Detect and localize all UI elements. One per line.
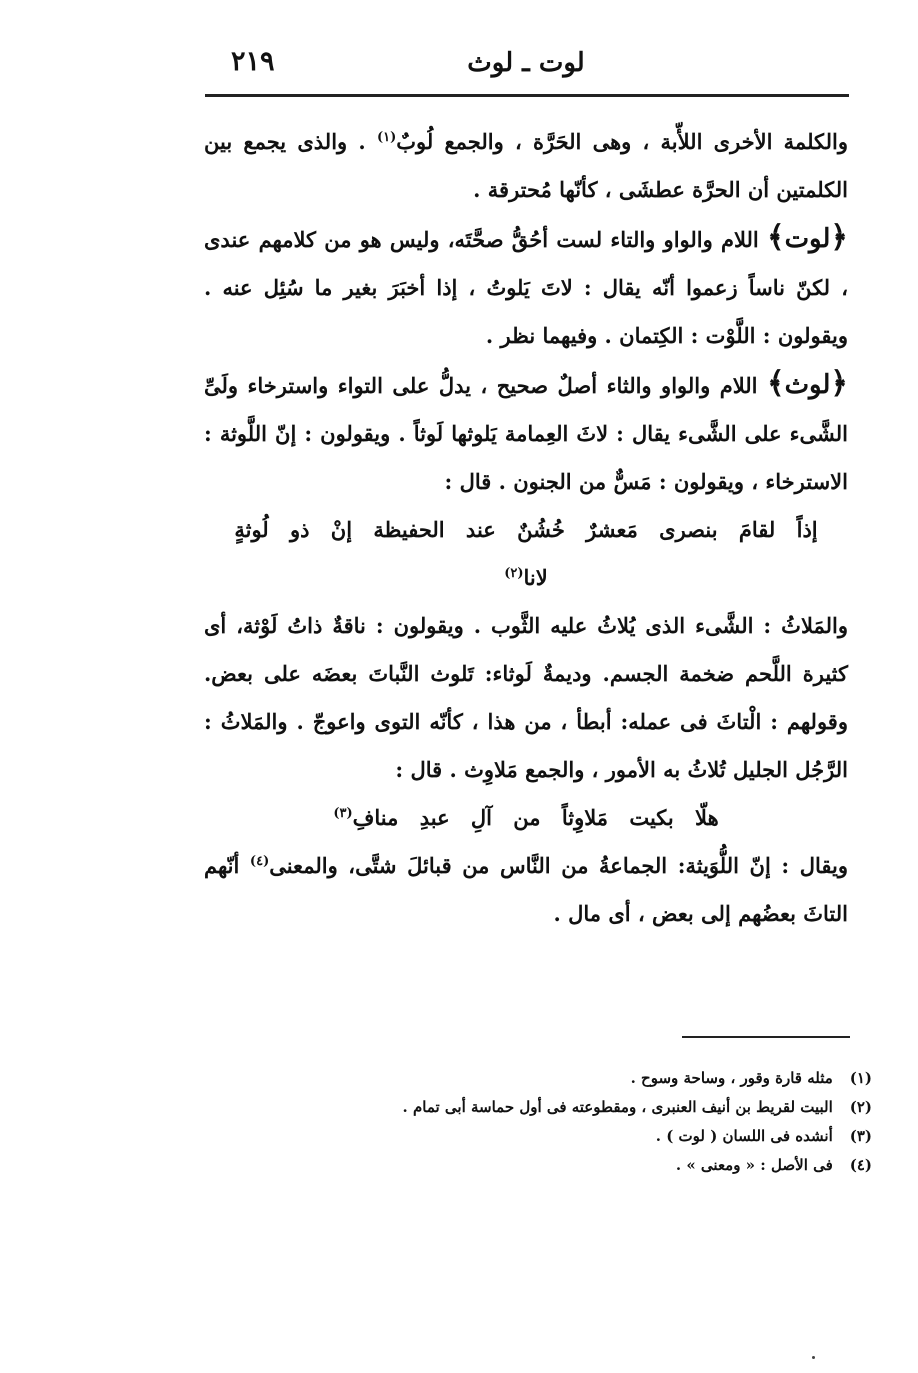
footnote-ref-1: (١) — [376, 130, 397, 145]
footnote-text: أنشده فى اللسان ( لوت ) . — [655, 1127, 833, 1145]
verse-text: إذاً لقامَ بنصرى مَعشرٌ خُشُنٌ عند الحفيظة إنْ ذو لُوثةٍ لانا — [234, 517, 818, 590]
verse-1 — [204, 506, 848, 602]
verse-text: هلّا بكيت مَلاوِثاً من آلِ عبدِ منافِ — [352, 805, 719, 830]
paper-speck — [812, 1356, 815, 1359]
entry-lut — [204, 214, 848, 360]
page-number: ٢١٩ — [231, 46, 275, 77]
footnote-ref-4: (٤) — [249, 854, 270, 869]
bracket-close-icon: ﴾ — [767, 220, 785, 255]
footnote-ref-2: (٢) — [504, 566, 524, 581]
paragraph-last — [204, 842, 848, 938]
paragraph-malath: والمَلاثُ : الشَّىء الذى يُلاثُ عليه الثَّوب . ويقولون : ناقةٌ ذاتُ لَوْثة، أى كثيرة اللَّحم ضخمة الجسم. وديمةٌ لَوثاء: تَلوث النَّباتَ بعضَه على بعض. وقولهم : الْتاثَ فى عمله: أبطأ ، من هذا ، كأنّه التوى واعوجّ . والمَلاثُ : الرَّجُل الجليل تُلاثُ به الأمور ، والجمع مَلاوِث . قال : — [204, 613, 848, 782]
page-header — [205, 42, 847, 90]
footnote-rule — [682, 1036, 850, 1038]
paragraph-text: أنّهم التاثَ بعضُهم إلى بعض ، أى مال . — [204, 853, 848, 926]
verse-2 — [204, 794, 848, 842]
paragraph-text: ويقال : إنّ اللُّوَيثة: الجماعةُ من النَّاس من قبائلَ شتَّى، والمعنى — [269, 853, 848, 878]
footnote-ref-3: (٣) — [333, 806, 353, 821]
footnote-number: (١) — [849, 1069, 872, 1087]
footnote-number: (٢) — [849, 1098, 872, 1116]
paragraph-text: والكلمة الأخرى اللأّبة ، وهى الحَرَّة ، والجمع لُوبٌ — [396, 129, 848, 154]
footnote-4 — [260, 1151, 872, 1180]
footnote-number: (٣) — [849, 1127, 872, 1145]
footnote-2 — [260, 1093, 872, 1122]
entry-luth — [204, 360, 848, 506]
paragraph-text: . والذى يجمع بين — [204, 129, 377, 154]
bracket-close-icon: ﴾ — [767, 366, 785, 401]
footnote-3 — [260, 1122, 872, 1151]
entry-headword-lut: لوت — [784, 224, 831, 254]
paragraph-text: الكلمتين أن الحرَّة عطشَى ، كأنّها مُحترقة . — [473, 177, 848, 202]
footnote-1 — [260, 1064, 872, 1093]
running-title: لوت ـ لوث — [467, 48, 585, 78]
header-rule — [205, 94, 849, 97]
footnote-text: فى الأصل : « ومعنى » . — [675, 1156, 833, 1174]
footnote-number: (٤) — [849, 1156, 872, 1174]
bracket-open-icon: ﴿ — [830, 220, 848, 255]
entry-lut-text: اللام والواو والتاء لست أحُقُّ صحَّتَه، وليس هو من كلامهم عندى ، لكنّ ناساً زعموا أنّه يقال : لاتَ يَلوتُ ، إذا أخبَرَ بغير ما سُئِل عنه . ويقولون : اللَّوْت : الكِتمان . وفيهما نظر . — [204, 227, 848, 348]
footnote-text: البيت لقريط بن أنيف العنبرى ، ومقطوعته فى أول حماسة أبى تمام . — [402, 1098, 833, 1116]
entry-luth-text: اللام والواو والثاء أصلٌ صحيح ، يدلُّ على التواء واسترخاء ولَىِّ الشَّىء على الشَّىء يقال : لاثَ العِمامة يَلوثها لَوثاً . ويقولون : إنّ اللَّوثة : الاسترخاء ، ويقولون : مَسٌّ من الجنون . قال : — [204, 373, 848, 494]
bracket-open-icon: ﴿ — [830, 366, 848, 401]
body-text — [204, 118, 848, 938]
entry-headword-luth: لوث — [784, 370, 831, 400]
paragraph-intro — [204, 118, 848, 214]
footnote-text: مثله قارة وقور ، وساحة وسوح . — [630, 1069, 833, 1087]
footnotes — [260, 1064, 872, 1180]
